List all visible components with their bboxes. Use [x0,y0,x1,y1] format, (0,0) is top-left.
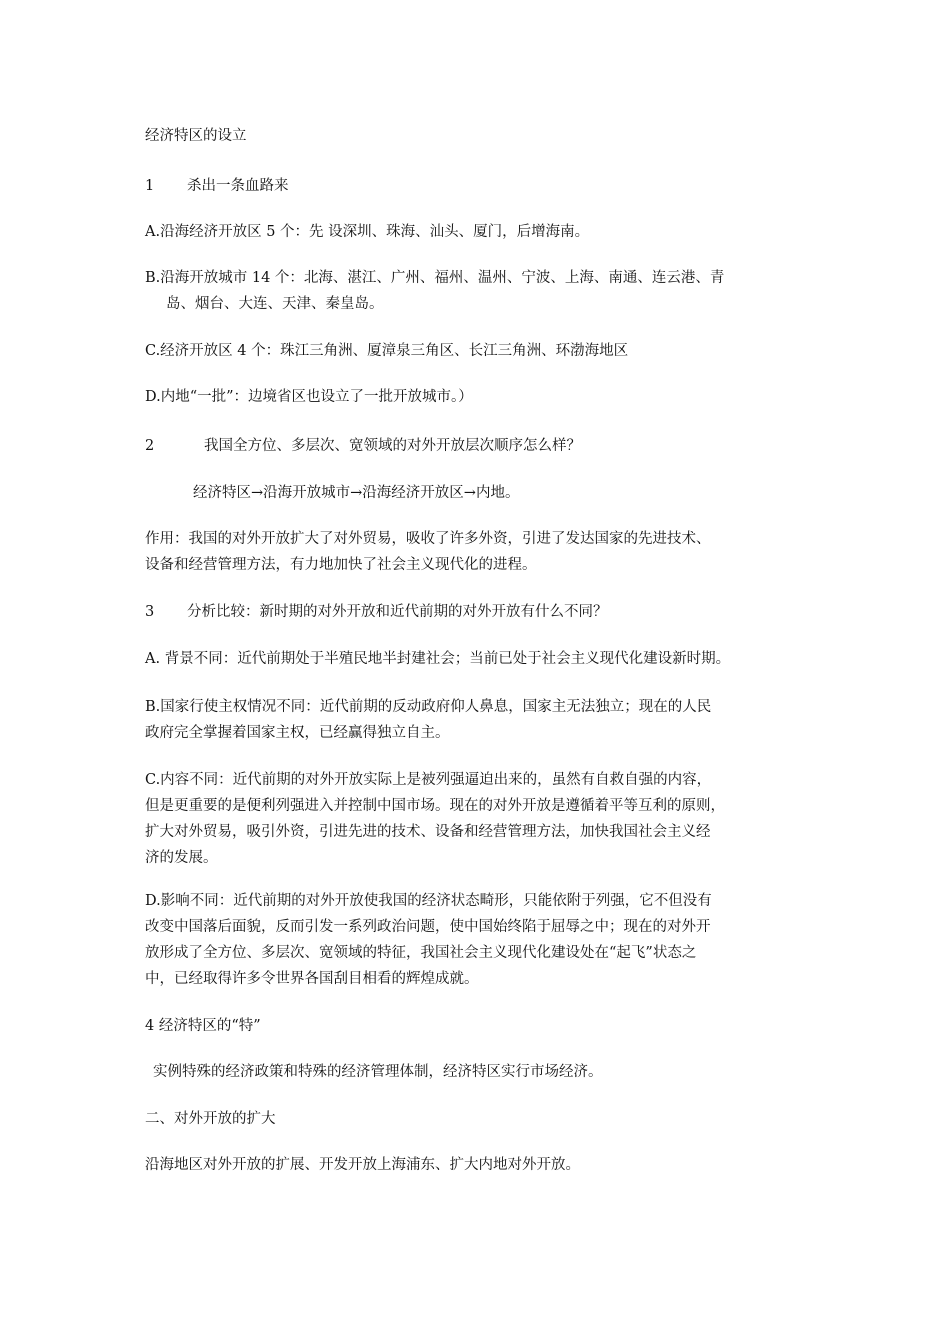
part-2-body: 沿海地区对外开放的扩展、开发开放上海浦东、扩大内地对外开放。 [145,1157,580,1173]
section-3-item-c-line2: 但是更重要的是便利列强进入并控制中国市场。现在的对外开放是遵循着平等互利的原则， [145,798,725,814]
document-title: 经济特区的设立 [145,128,247,144]
section-3-item-c-line4: 济的发展。 [145,850,218,866]
section-3-title: 分析比较：新时期的对外开放和近代前期的对外开放有什么不同？ [187,604,608,620]
section-2-effect-line2: 设备和经营管理方法，有力地加快了社会主义现代化的进程。 [145,557,537,573]
section-1-item-d: D.内地“一批”：边境省区也设立了一批开放城市。） [145,389,473,405]
section-3-number: 3 [145,604,155,620]
section-1-item-c: C.经济开放区 4 个：珠江三角洲、厦漳泉三角区、长江三角洲、环渤海地区 [145,343,629,359]
section-1-item-b-line1: B.沿海开放城市 14 个：北海、湛江、广州、福州、温州、宁波、上海、南通、连云港、青 [145,270,725,286]
section-1-number: 1 [145,178,155,194]
section-1-item-a: A.沿海经济开放区 5 个：先 设深圳、珠海、汕头、厦门，后增海南。 [145,224,590,240]
section-2-heading [145,436,581,456]
section-3-item-d-line2: 改变中国落后面貌，反而引发一系列政治问题，使中国始终陷于屈辱之中；现在的对外开 [145,919,711,935]
section-1-item-b-line2: 岛、烟台、大连、天津、秦皇岛。 [166,296,384,312]
section-4-body: 实例特殊的经济政策和特殊的经济管理体制，经济特区实行市场经济。 [153,1064,603,1080]
part-2-heading: 二、对外开放的扩大 [145,1111,276,1127]
section-3-item-a: A. 背景不同：近代前期处于半殖民地半封建社会；当前已处于社会主义现代化建设新时期。 [145,651,731,667]
section-3-item-d-line3: 放形成了全方位、多层次、宽领域的特征，我国社会主义现代化建设处在“起飞”状态之 [145,945,697,961]
section-2-effect-line1: 作用：我国的对外开放扩大了对外贸易，吸收了许多外资，引进了发达国家的先进技术、 [145,531,711,547]
section-3-item-b-line1: B.国家行使主权情况不同：近代前期的反动政府仰人鼻息，国家主无法独立；现在的人民 [145,699,712,715]
section-2-order: 经济特区→沿海开放城市→沿海经济开放区→内地。 [193,485,520,501]
section-2-number: 2 [145,438,155,454]
section-3-item-b-line2: 政府完全掌握着国家主权，已经赢得独立自主。 [145,725,450,741]
section-3-heading [145,602,608,622]
section-3-item-c-line3: 扩大对外贸易，吸引外资，引进先进的技术、设备和经营管理方法，加快我国社会主义经 [145,824,711,840]
section-3-item-d-line1: D.影响不同：近代前期的对外开放使我国的经济状态畸形，只能依附于列强，它不但没有 [145,893,712,909]
section-4-heading: 4 经济特区的“特” [145,1018,261,1034]
section-1-title: 杀出一条血路来 [187,178,289,194]
section-2-title: 我国全方位、多层次、宽领域的对外开放层次顺序怎么样？ [204,438,581,454]
section-1-heading [145,176,289,196]
section-3-item-d-line4: 中，已经取得许多令世界各国刮目相看的辉煌成就。 [145,971,479,987]
section-3-item-c-line1: C.内容不同：近代前期的对外开放实际上是被列强逼迫出来的，虽然有自救自强的内容， [145,772,712,788]
